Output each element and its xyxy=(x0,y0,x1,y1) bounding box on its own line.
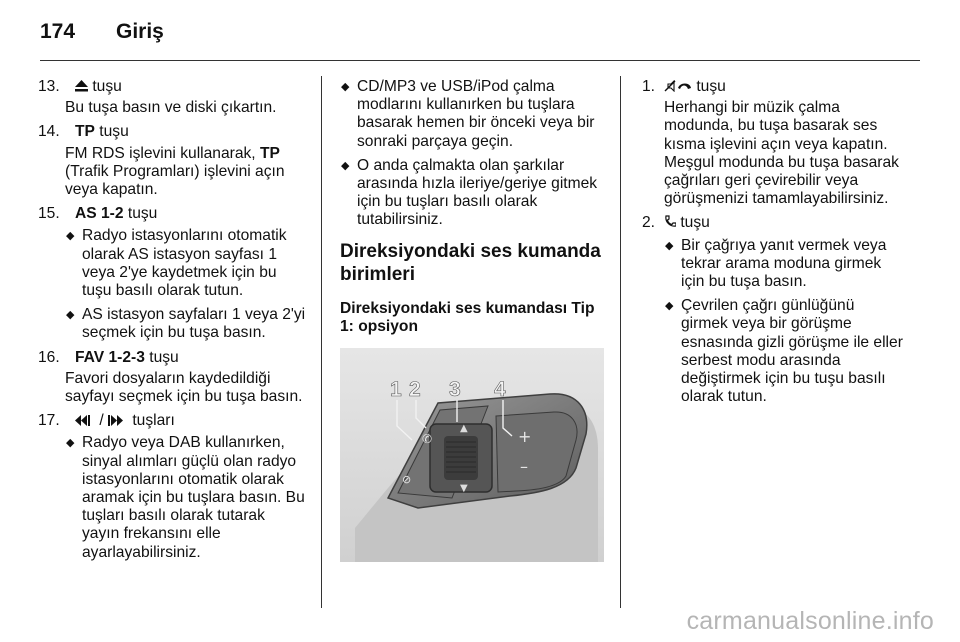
callout-label-4: 4 xyxy=(494,378,506,402)
item-description: Favori dosyaların kaydedildiği sayfayı seçmek için bu tuşa basın. xyxy=(65,369,303,406)
plus-icon: + xyxy=(518,427,532,447)
list-item-14: 14. TP tuşu FM RDS işlevini kullanarak, TP (Trafik Programları) işlevini açın veya kapatın. xyxy=(38,123,306,199)
item-number: 14. xyxy=(38,123,60,141)
up-arrow-icon: ▲ xyxy=(460,423,468,435)
phone-handset-icon xyxy=(664,215,676,228)
item-description: Bu tuşa basın ve diski çıkartın. xyxy=(65,99,277,117)
diamond-bullet-icon: ◆ xyxy=(66,230,75,243)
header-rule xyxy=(40,60,920,61)
bullet-item: ◆ Bir çağrıya yanıt vermek veya tekrar arama moduna girmek için bu tuşa basın. xyxy=(665,236,887,291)
bullet-item: ◆ Çevrilen çağrı günlüğünü girmek veya bir görüşme esnasında gizli görüşme ile eller serbest modu arasında değiştirmek için bu tuşu basılı olarak tutun. xyxy=(665,297,903,406)
item-number: 1. xyxy=(642,78,656,95)
steering-wheel-controls-figure xyxy=(340,348,604,562)
list-item-17: 17. / tuşları ◆ Radyo veya DAB kullanırken, sinyal alımları güçlü olan radyo istasyonlarını otomatik olarak aramak için bu tuşlara basın. Bu tuşları basılı olarak tutarak yayın frekansını elle ayarlayabilirsiniz. xyxy=(38,412,305,561)
item-description: FM RDS işlevini kullanarak, TP (Trafik Programları) işlevini açın veya kapatın. xyxy=(65,144,285,199)
column-3 xyxy=(642,78,904,412)
item-number: 17. xyxy=(38,412,60,430)
phone-icon: ✆ xyxy=(422,432,433,447)
key-label: FAV 1-2-3 xyxy=(75,348,145,366)
item-number: 13. xyxy=(38,78,60,95)
list-item-1: 1. tuşu Herhangi bir müzik çalma modunda, bu tuşa basarak ses kısma işlevini açın veya kapatın. Meşgul modunda bu tuşa basarak çağrıları geri çevirebilir veya görüşmenizi tamamlayabilirsiniz. xyxy=(642,78,904,208)
next-forward-icon xyxy=(108,415,128,426)
mute-hangup-icon xyxy=(664,80,692,92)
diamond-bullet-icon: ◆ xyxy=(665,300,674,313)
callout-label-2: 2 xyxy=(409,378,421,402)
key-label: AS 1-2 xyxy=(75,205,124,223)
page-number: 174 xyxy=(40,20,76,43)
item-number: 2. xyxy=(642,214,656,232)
section-heading: Direksiyondaki ses kumanda birimleri xyxy=(340,240,601,285)
list-item-15: 15. AS 1-2 tuşu ◆ Radyo istasyonlarını otomatik olarak AS istasyon sayfası 1 veya 2'ye kaydetmek için bu tuşu basılı olarak tutun. ◆ AS istasyon sayfaları 1 veya 2'yi seçmek için bu tuşa basın. xyxy=(38,205,306,342)
key-label: TP xyxy=(75,123,95,141)
column-2 xyxy=(340,78,606,562)
item-number: 15. xyxy=(38,205,60,223)
callout-label-1: 1 xyxy=(390,378,402,402)
diamond-bullet-icon: ◆ xyxy=(341,81,350,93)
column-1 xyxy=(38,78,306,568)
rewind-previous-icon xyxy=(75,415,95,426)
page-header xyxy=(40,20,164,44)
bullet-item: ◆ AS istasyon sayfaları 1 veya 2'yi seçmek için bu tuşa basın. xyxy=(66,306,306,342)
column-divider-1 xyxy=(321,76,322,608)
bullet-item: ◆ O anda çalmakta olan şarkılar arasında hızla ileriye/geriye gitmek için bu tuşları basılı olarak tutabilirsiniz. xyxy=(341,156,598,229)
column-divider-2 xyxy=(620,76,621,608)
page-title: Giriş xyxy=(116,20,164,43)
thumbwheel xyxy=(444,436,478,480)
minus-icon: – xyxy=(520,457,528,477)
diamond-bullet-icon: ◆ xyxy=(665,239,674,252)
watermark: carmanualsonline.info xyxy=(686,607,934,635)
list-item-2: 2. tuşu ◆ Bir çağrıya yanıt vermek veya tekrar arama moduna girmek için bu tuşa basın. ◆ Çevrilen çağrı günlüğünü girmek veya bir görüşme esnasında gizli görüşme ile eller serbest modu arasında değiştirmek için bu tuşu basılı olarak tutun. xyxy=(642,214,903,406)
bullet-item: ◆ Radyo istasyonlarını otomatik olarak AS istasyon sayfası 1 veya 2'ye kaydetmek için bu tuşu basılı olarak tutun. xyxy=(66,227,287,300)
subsection-heading: Direksiyondaki ses kumandası Tip 1: opsiyon xyxy=(340,299,595,335)
thumbwheel-ridges xyxy=(446,442,476,472)
list-item-16: 16. FAV 1-2-3 tuşu Favori dosyaların kaydedildiği sayfayı seçmek için bu tuşa basın. xyxy=(38,349,306,407)
list-item-13: 13. tuşu Bu tuşa basın ve diski çıkartın. xyxy=(38,78,306,117)
diamond-bullet-icon: ◆ xyxy=(66,437,75,450)
diamond-bullet-icon: ◆ xyxy=(66,309,75,322)
mute-icon: ⊘ xyxy=(402,473,412,487)
item-description: Herhangi bir müzik çalma modunda, bu tuşa basarak ses kısma işlevini açın veya kapatın. Meşgul modunda bu tuşa basarak çağrıları geri çevirebilir veya görüşmenizi tamamlayabilirsiniz. xyxy=(664,99,899,208)
item-number: 16. xyxy=(38,348,60,366)
callout-label-3: 3 xyxy=(449,378,461,402)
bullet-item: ◆ Radyo veya DAB kullanırken, sinyal alımları güçlü olan radyo istasyonlarını otomatik olarak aramak için bu tuşlara basın. Bu tuşları basılı olarak tutarak yayın frekansını elle ayarlayabilirsiniz. xyxy=(66,434,305,561)
diamond-bullet-icon: ◆ xyxy=(341,159,350,172)
bullet-item: ◆ CD/MP3 ve USB/iPod çalma modlarını kullanırken bu tuşlara basarak hemen bir önceki veya bir sonraki parçaya geçin. xyxy=(341,78,595,150)
eject-icon xyxy=(75,80,88,92)
down-arrow-icon: ▼ xyxy=(460,483,468,495)
